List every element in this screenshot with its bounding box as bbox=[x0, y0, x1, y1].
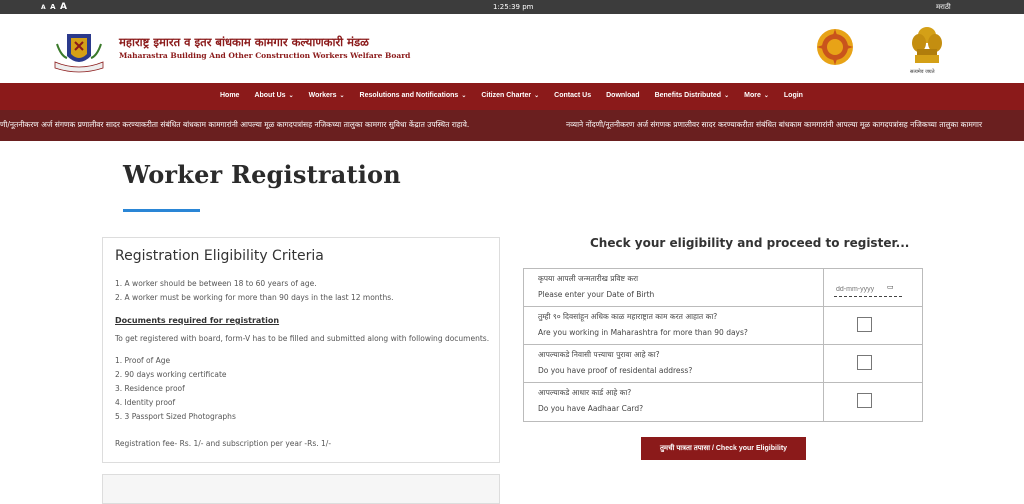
chevron-down-icon: ⌄ bbox=[339, 93, 345, 99]
document-item: 4. Identity proof bbox=[115, 398, 176, 407]
nav-item-citizen-charter[interactable]: Citizen Charter ⌄ bbox=[481, 92, 540, 99]
font-size-medium-button[interactable]: A bbox=[50, 3, 56, 11]
announcement-marquee bbox=[0, 110, 1024, 141]
clock: 1:25:39 pm bbox=[493, 3, 534, 11]
top-bar bbox=[0, 0, 1024, 14]
registration-fee: Registration fee- Rs. 1/- and subscription per year -Rs. 1/- bbox=[115, 439, 332, 448]
question-marathi: आपल्याकडे आधार कार्ड आहे का? bbox=[538, 388, 632, 397]
chevron-down-icon: ⌄ bbox=[461, 93, 467, 99]
nav-item-download[interactable]: Download bbox=[606, 92, 640, 99]
question-cell bbox=[524, 269, 824, 306]
maharashtra-90-days-checkbox[interactable] bbox=[857, 317, 872, 332]
question-english: Do you have proof of residental address? bbox=[538, 366, 693, 375]
check-eligibility-button[interactable]: तुमची पात्रता तपासा / Check your Eligibility bbox=[641, 437, 806, 460]
brand-title-english: Maharastra Building And Other Construction Workers Welfare Board bbox=[119, 51, 411, 60]
question-english: Please enter your Date of Birth bbox=[538, 290, 655, 299]
document-item: 2. 90 days working certificate bbox=[115, 370, 227, 379]
calendar-icon[interactable]: ▭ bbox=[887, 283, 894, 291]
document-item: 1. Proof of Age bbox=[115, 356, 171, 365]
emblem-caption: सत्यमेव जयते bbox=[910, 69, 935, 75]
marquee-text: णी/नूतनीकरण अर्ज संगणक प्रणालीवर सादर करण्याकरीता संबंधित बांधकाम कामगारांनी आपल्या मूळ कागदपत्रांसह नजिकच्या तालुका कामगार सुविधा केंद्रात उपस्थित राहावे. bbox=[0, 120, 470, 129]
document-item: 5. 3 Passport Sized Photographs bbox=[115, 412, 236, 421]
marquee-text: नव्याने नोंदणी/नूतनीकरण अर्ज संगणक प्रणालीवर सादर करण्याकरीता संबंधित बांधकाम कामगारांनी आपल्या मूळ कागदपत्रांसह नजिकच्या तालुका कामगार bbox=[566, 120, 983, 129]
documents-heading: Documents required for registration bbox=[115, 316, 280, 325]
nav-item-resolutions[interactable]: Resolutions and Notifications ⌄ bbox=[359, 92, 467, 99]
chevron-down-icon: ⌄ bbox=[534, 93, 540, 99]
eligibility-row-dob bbox=[524, 269, 922, 307]
eligibility-criteria-panel bbox=[102, 237, 500, 463]
question-cell bbox=[524, 345, 824, 382]
font-size-controls bbox=[41, 2, 69, 12]
nav-item-contact-us[interactable]: Contact Us bbox=[554, 92, 592, 99]
main-navigation bbox=[0, 83, 1024, 110]
aadhaar-card-checkbox[interactable] bbox=[857, 393, 872, 408]
nav-menu bbox=[220, 92, 818, 99]
question-marathi: आपल्याकडे निवासी पत्त्याचा पुरावा आहे का? bbox=[538, 350, 660, 359]
nav-item-workers[interactable]: Workers ⌄ bbox=[308, 92, 345, 99]
page-title: Worker Registration bbox=[123, 160, 401, 189]
criteria-rule: 2. A worker must be working for more than 90 days in the last 12 months. bbox=[115, 293, 394, 302]
question-english: Do you have Aadhaar Card? bbox=[538, 404, 644, 413]
nav-item-home[interactable]: Home bbox=[220, 92, 240, 99]
chevron-down-icon: ⌄ bbox=[288, 93, 294, 99]
language-toggle[interactable]: मराठी bbox=[936, 3, 951, 11]
eligibility-title: Check your eligibility and proceed to register... bbox=[590, 236, 910, 250]
chevron-down-icon: ⌄ bbox=[724, 93, 730, 99]
eligibility-row-address bbox=[524, 345, 922, 383]
font-size-small-button[interactable]: A bbox=[41, 4, 46, 11]
question-marathi: तुम्ही ९० दिवसांहून अधिक काळ महाराष्ट्रात काम करत आहात का? bbox=[538, 312, 718, 321]
question-cell bbox=[524, 307, 824, 344]
nav-item-about-us[interactable]: About Us ⌄ bbox=[254, 92, 294, 99]
board-logo-icon[interactable] bbox=[53, 30, 105, 74]
document-item: 3. Residence proof bbox=[115, 384, 185, 393]
maharashtra-seal-icon bbox=[815, 27, 855, 67]
address-proof-checkbox[interactable] bbox=[857, 355, 872, 370]
eligibility-form bbox=[523, 268, 923, 422]
eligibility-row-aadhaar bbox=[524, 383, 922, 421]
site-header bbox=[0, 14, 1024, 83]
question-marathi: कृपया आपली जन्मतारीख प्रविष्ट करा bbox=[538, 274, 639, 283]
font-size-large-button[interactable]: A bbox=[59, 2, 67, 12]
eligibility-row-maharashtra bbox=[524, 307, 922, 345]
chevron-down-icon: ⌄ bbox=[763, 93, 769, 99]
secondary-panel bbox=[102, 474, 500, 504]
documents-intro: To get registered with board, form-V has to be filled and submitted along with following documents. bbox=[115, 334, 490, 343]
question-cell bbox=[524, 383, 824, 421]
question-english: Are you working in Maharashtra for more than 90 days? bbox=[538, 328, 748, 337]
nav-item-login[interactable]: Login bbox=[783, 92, 803, 99]
nav-item-benefits-distributed[interactable]: Benefits Distributed ⌄ bbox=[654, 92, 730, 99]
brand-title-marathi: महाराष्ट्र इमारत व इतर बांधकाम कामगार कल्याणकारी मंडळ bbox=[119, 35, 369, 49]
criteria-rule: 1. A worker should be between 18 to 60 years of age. bbox=[115, 279, 317, 288]
nav-item-more[interactable]: More ⌄ bbox=[744, 92, 769, 99]
title-underline bbox=[123, 209, 200, 212]
criteria-title: Registration Eligibility Criteria bbox=[115, 248, 324, 264]
